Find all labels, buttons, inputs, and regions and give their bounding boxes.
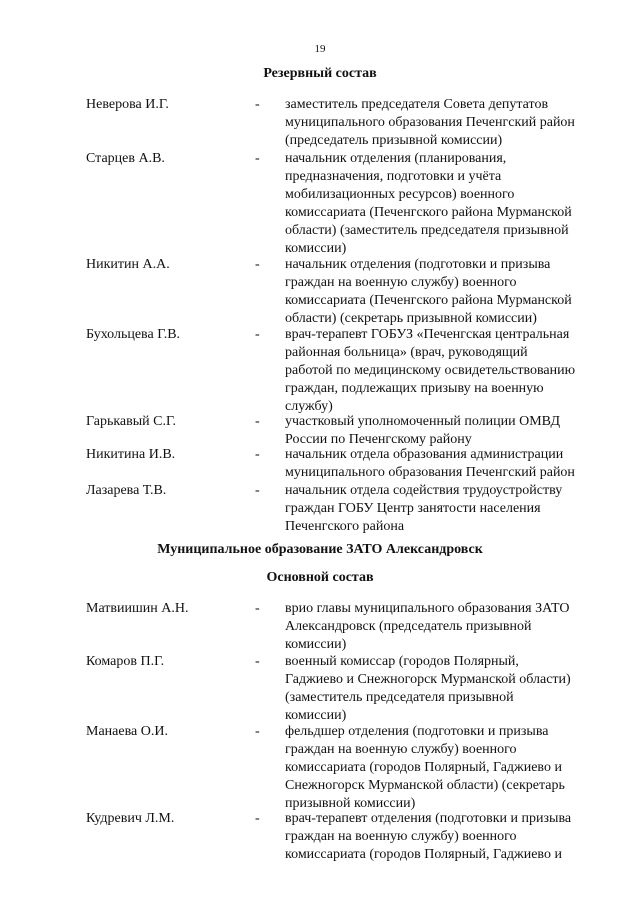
member-role (285, 446, 605, 482)
role-line: (заместитель председателя призывной (285, 690, 514, 705)
role-line: фельдшер отделения (подготовки и призыва (285, 724, 549, 739)
role-line: начальник отдела образования администрации (285, 447, 564, 462)
role-line: начальник отделения (планирования, (285, 151, 507, 166)
role-line: муниципального образования Печенгский район (285, 465, 575, 480)
role-line: граждан на военную службу) военного (285, 829, 517, 844)
role-line: граждан ГОБУ Центр занятости населения (285, 501, 541, 516)
member-role (285, 653, 605, 725)
member-dash: - (255, 257, 260, 272)
role-line: комиссариата (Печенгского района Мурманской (285, 293, 572, 308)
role-line: области) (секретарь призывной комиссии) (285, 311, 537, 326)
member-role (285, 150, 605, 258)
member-name: Гарькавый С.Г. (86, 414, 177, 429)
member-name: Бухольцева Г.В. (86, 327, 181, 342)
role-line: граждан, подлежащих призыву на военную (285, 381, 544, 396)
member-dash: - (255, 601, 260, 616)
member-role (285, 482, 605, 536)
role-line: России по Печенгскому району (285, 432, 472, 447)
member-name: Манаева О.И. (86, 724, 168, 739)
municipality-heading: Муниципальное образование ЗАТО Александровск (157, 542, 483, 557)
role-line: участковый уполномоченный полиции ОМВД (285, 414, 561, 429)
member-role (285, 723, 605, 813)
member-dash: - (255, 97, 260, 112)
member-name: Никитин А.А. (86, 257, 170, 272)
role-line: начальник отделения (подготовки и призыва (285, 257, 551, 272)
member-dash: - (255, 724, 260, 739)
member-role (285, 600, 605, 654)
role-line: (председатель призывной комиссии) (285, 133, 503, 148)
member-name: Кудревич Л.М. (86, 811, 175, 826)
page-number: 19 (314, 43, 326, 55)
role-line: граждан на военную службу) военного (285, 742, 517, 757)
member-dash: - (255, 483, 260, 498)
member-name: Лазарева Т.В. (86, 483, 167, 498)
role-line: области) (заместитель председателя призывной (285, 223, 569, 238)
role-line: комиссии) (285, 241, 347, 256)
role-line: Снежногорск Мурманской области) (секретарь (285, 778, 565, 793)
member-dash: - (255, 811, 260, 826)
role-line: предназначения, подготовки и учёта (285, 169, 502, 184)
role-line: мобилизационных ресурсов) военного (285, 187, 515, 202)
role-line: призывной комиссии) (285, 796, 416, 811)
role-line: начальник отдела содействия трудоустройству (285, 483, 563, 498)
role-line: заместитель председателя Совета депутатов (285, 97, 549, 112)
member-name: Матвиишин А.Н. (86, 601, 189, 616)
member-dash: - (255, 414, 260, 429)
role-line: районная больница» (врач, руководящий (285, 345, 528, 360)
role-line: Александровск (председатель призывной (285, 619, 532, 634)
member-role (285, 810, 605, 864)
role-line: комиссариата (Печенгского района Мурманской (285, 205, 572, 220)
member-role (285, 413, 605, 449)
member-role (285, 326, 605, 416)
member-name: Неверова И.Г. (86, 97, 169, 112)
member-dash: - (255, 654, 260, 669)
member-role (285, 256, 605, 328)
role-line: врач-терапевт отделения (подготовки и призыва (285, 811, 572, 826)
role-line: Печенгского района (285, 519, 405, 534)
member-name: Старцев А.В. (86, 151, 165, 166)
role-line: комиссариата (городов Полярный, Гаджиево и (285, 847, 562, 862)
role-line: службу) (285, 399, 333, 414)
role-line: комиссариата (городов Полярный, Гаджиево и (285, 760, 562, 775)
member-name: Комаров П.Г. (86, 654, 165, 669)
section-heading-main: Основной состав (266, 570, 374, 585)
role-line: граждан на военную службу) военного (285, 275, 517, 290)
member-dash: - (255, 151, 260, 166)
role-line: муниципального образования Печенгский район (285, 115, 575, 130)
member-name: Никитина И.В. (86, 447, 176, 462)
member-role (285, 96, 605, 150)
role-line: военный комиссар (городов Полярный, (285, 654, 519, 669)
role-line: врио главы муниципального образования ЗАТО (285, 601, 570, 616)
member-dash: - (255, 447, 260, 462)
role-line: комиссии) (285, 708, 347, 723)
role-line: Гаджиево и Снежногорск Мурманской области) (285, 672, 571, 687)
section-heading-reserve: Резервный состав (263, 66, 377, 81)
role-line: комиссии) (285, 637, 347, 652)
role-line: врач-терапевт ГОБУЗ «Печенгская центральная (285, 327, 570, 342)
member-dash: - (255, 327, 260, 342)
role-line: работой по медицинскому освидетельствованию (285, 363, 576, 378)
